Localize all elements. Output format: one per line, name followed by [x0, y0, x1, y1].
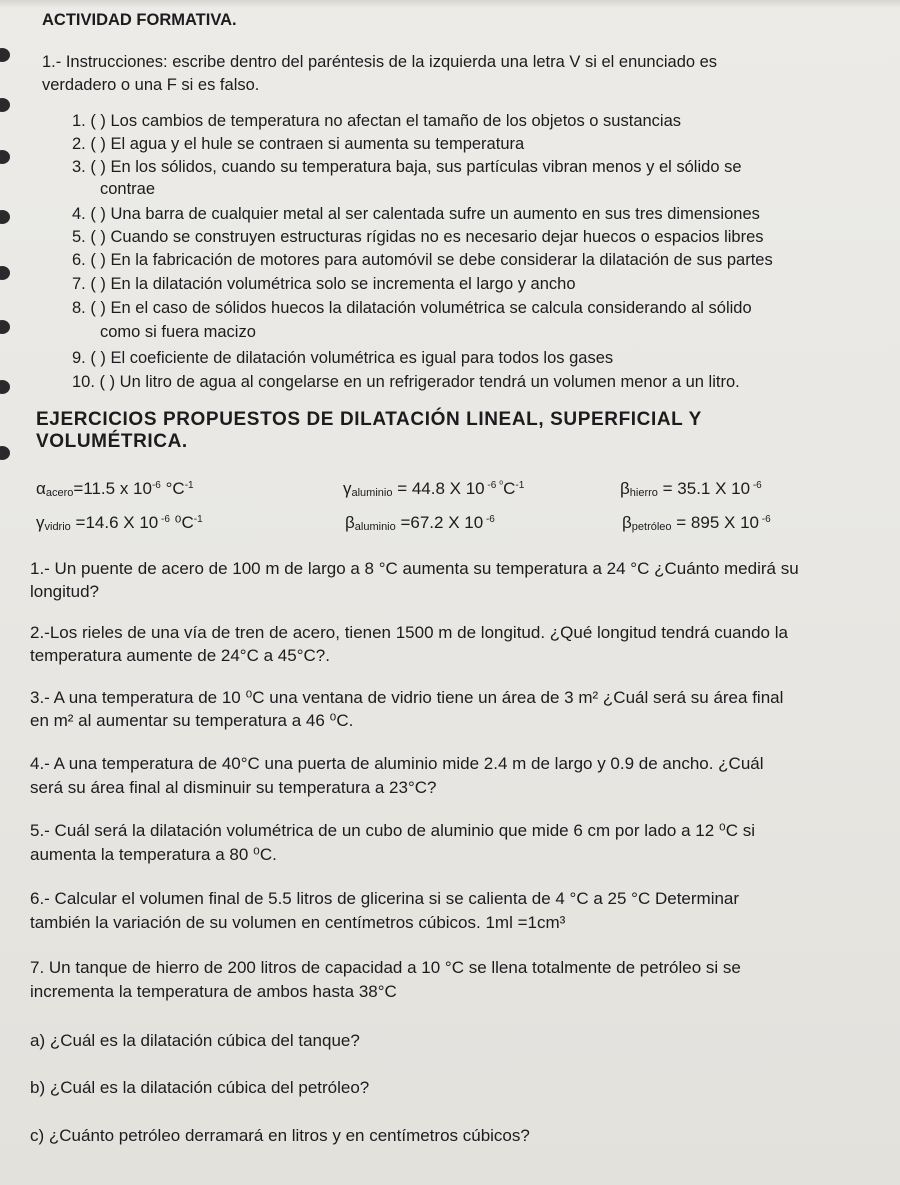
problem-3-line-2: en m² al aumentar su temperatura a 46 ⁰C.: [30, 711, 354, 730]
coefficient-beta-petroleum: $\beta_{petróleo} = 895$ X 10 $^{-6}$: [622, 513, 771, 533]
problem-1-line-1: 1.- Un puente de acero de 100 m de largo a 8 °C aumenta su temperatura a 24 °C ¿Cuánto medirá su: [30, 559, 799, 578]
problem-4-line-2: será su área final al disminuir su temperatura a 23°C?: [30, 778, 437, 797]
tf-item: 10. ( ) Un litro de agua al congelarse en un refrigerador tendrá un volumen menor a un litro.: [72, 373, 740, 391]
tf-item: 9. ( ) El coeficiente de dilatación volumétrica es igual para todos los gases: [72, 349, 614, 367]
tf-item: 2. ( ) El agua y el hule se contraen si aumenta su temperatura: [72, 135, 525, 153]
activity-heading: ACTIVIDAD FORMATIVA.: [42, 11, 237, 29]
coefficient-gamma-glass: $\gamma_{vidrio} =14.6$ X 10 $^{-6}$ $^0C^{-1}$: [36, 513, 203, 533]
problem-6-line-2: también la variación de su volumen en centímetros cúbicos. 1ml =1cm³: [30, 913, 566, 932]
coefficient-beta-iron: $\beta_{hierro} = 35.1$ X 10 $^{-6}$: [620, 479, 762, 499]
coefficient-gamma-aluminum: $\gamma_{aluminio} = 44.8$ X 10 $^{-6 ^0}C^{-1}$: [343, 479, 525, 499]
tf-item: 3. ( ) En los sólidos, cuando su temperatura baja, sus partículas vibran menos y el sólido se: [72, 158, 742, 176]
tf-item-continuation: como si fuera macizo: [100, 323, 256, 341]
tf-item: 6. ( ) En la fabricación de motores para automóvil se debe considerar la dilatación de sus partes: [72, 251, 773, 269]
tf-item-continuation: contrae: [100, 180, 156, 198]
tf-item: 5. ( ) Cuando se construyen estructuras rígidas no es necesario dejar huecos o espacios libres: [72, 228, 764, 246]
problem-1-line-2: longitud?: [30, 582, 100, 601]
problem-7-line-2: incrementa la temperatura de ambos hasta 38°C: [30, 982, 397, 1001]
problem-2-line-1: 2.-Los rieles de una vía de tren de acero, tienen 1500 m de longitud. ¿Qué longitud tendrá cuando la: [30, 623, 788, 642]
problem-4-line-1: 4.- A una temperatura de 40°C una puerta de aluminio mide 2.4 m de largo y 0.9 de ancho. ¿Cuál: [30, 754, 764, 773]
problem-2-line-2: temperatura aumente de 24°C a 45°C?.: [30, 646, 330, 665]
problem-5-line-1: 5.- Cuál será la dilatación volumétrica de un cubo de aluminio que mide 6 cm por lado a 12 ⁰C si: [30, 821, 755, 840]
subquestion-c: c) ¿Cuánto petróleo derramará en litros y en centímetros cúbicos?: [30, 1126, 530, 1145]
coefficient-alpha-steel: $\alpha_{acero}=11.5$ x $10^{-6}$ $^\circ C^{-1}$: [36, 479, 194, 499]
instructions-line-1: 1.- Instrucciones: escribe dentro del paréntesis de la izquierda una letra V si el enunciado es: [42, 53, 718, 71]
coefficient-beta-aluminum: $\beta_{aluminio} =67.2$ X 10 $^{-6}$: [345, 513, 495, 533]
instructions-line-2: verdadero o una F si es falso.: [42, 76, 260, 94]
problem-3-line-1: 3.- A una temperatura de 10 ⁰C una ventana de vidrio tiene un área de 3 m² ¿Cuál será su área final: [30, 688, 784, 707]
problem-6-line-1: 6.- Calcular el volumen final de 5.5 litros de glicerina si se calienta de 4 °C a 25 °C Determinar: [30, 889, 740, 908]
subquestion-a: a) ¿Cuál es la dilatación cúbica del tanque?: [30, 1031, 360, 1050]
section-title-line-1: EJERCICIOS PROPUESTOS DE DILATACIÓN LINEAL, SUPERFICIAL Y: [36, 409, 702, 430]
problem-7-line-1: 7. Un tanque de hierro de 200 litros de capacidad a 10 °C se llena totalmente de petróleo si se: [30, 958, 741, 977]
tf-item: 4. ( ) Una barra de cualquier metal al ser calentada sufre un aumento en sus tres dimensiones: [72, 205, 760, 223]
section-title-line-2: VOLUMÉTRICA.: [36, 431, 188, 452]
tf-item: 7. ( ) En la dilatación volumétrica solo se incrementa el largo y ancho: [72, 275, 576, 293]
subquestion-b: b) ¿Cuál es la dilatación cúbica del petróleo?: [30, 1078, 370, 1097]
problem-5-line-2: aumenta la temperatura a 80 ⁰C.: [30, 845, 277, 864]
tf-item: 8. ( ) En el caso de sólidos huecos la dilatación volumétrica se calcula considerando al sólido: [72, 299, 752, 317]
tf-item: 1. ( ) Los cambios de temperatura no afectan el tamaño de los objetos o sustancias: [72, 112, 682, 130]
